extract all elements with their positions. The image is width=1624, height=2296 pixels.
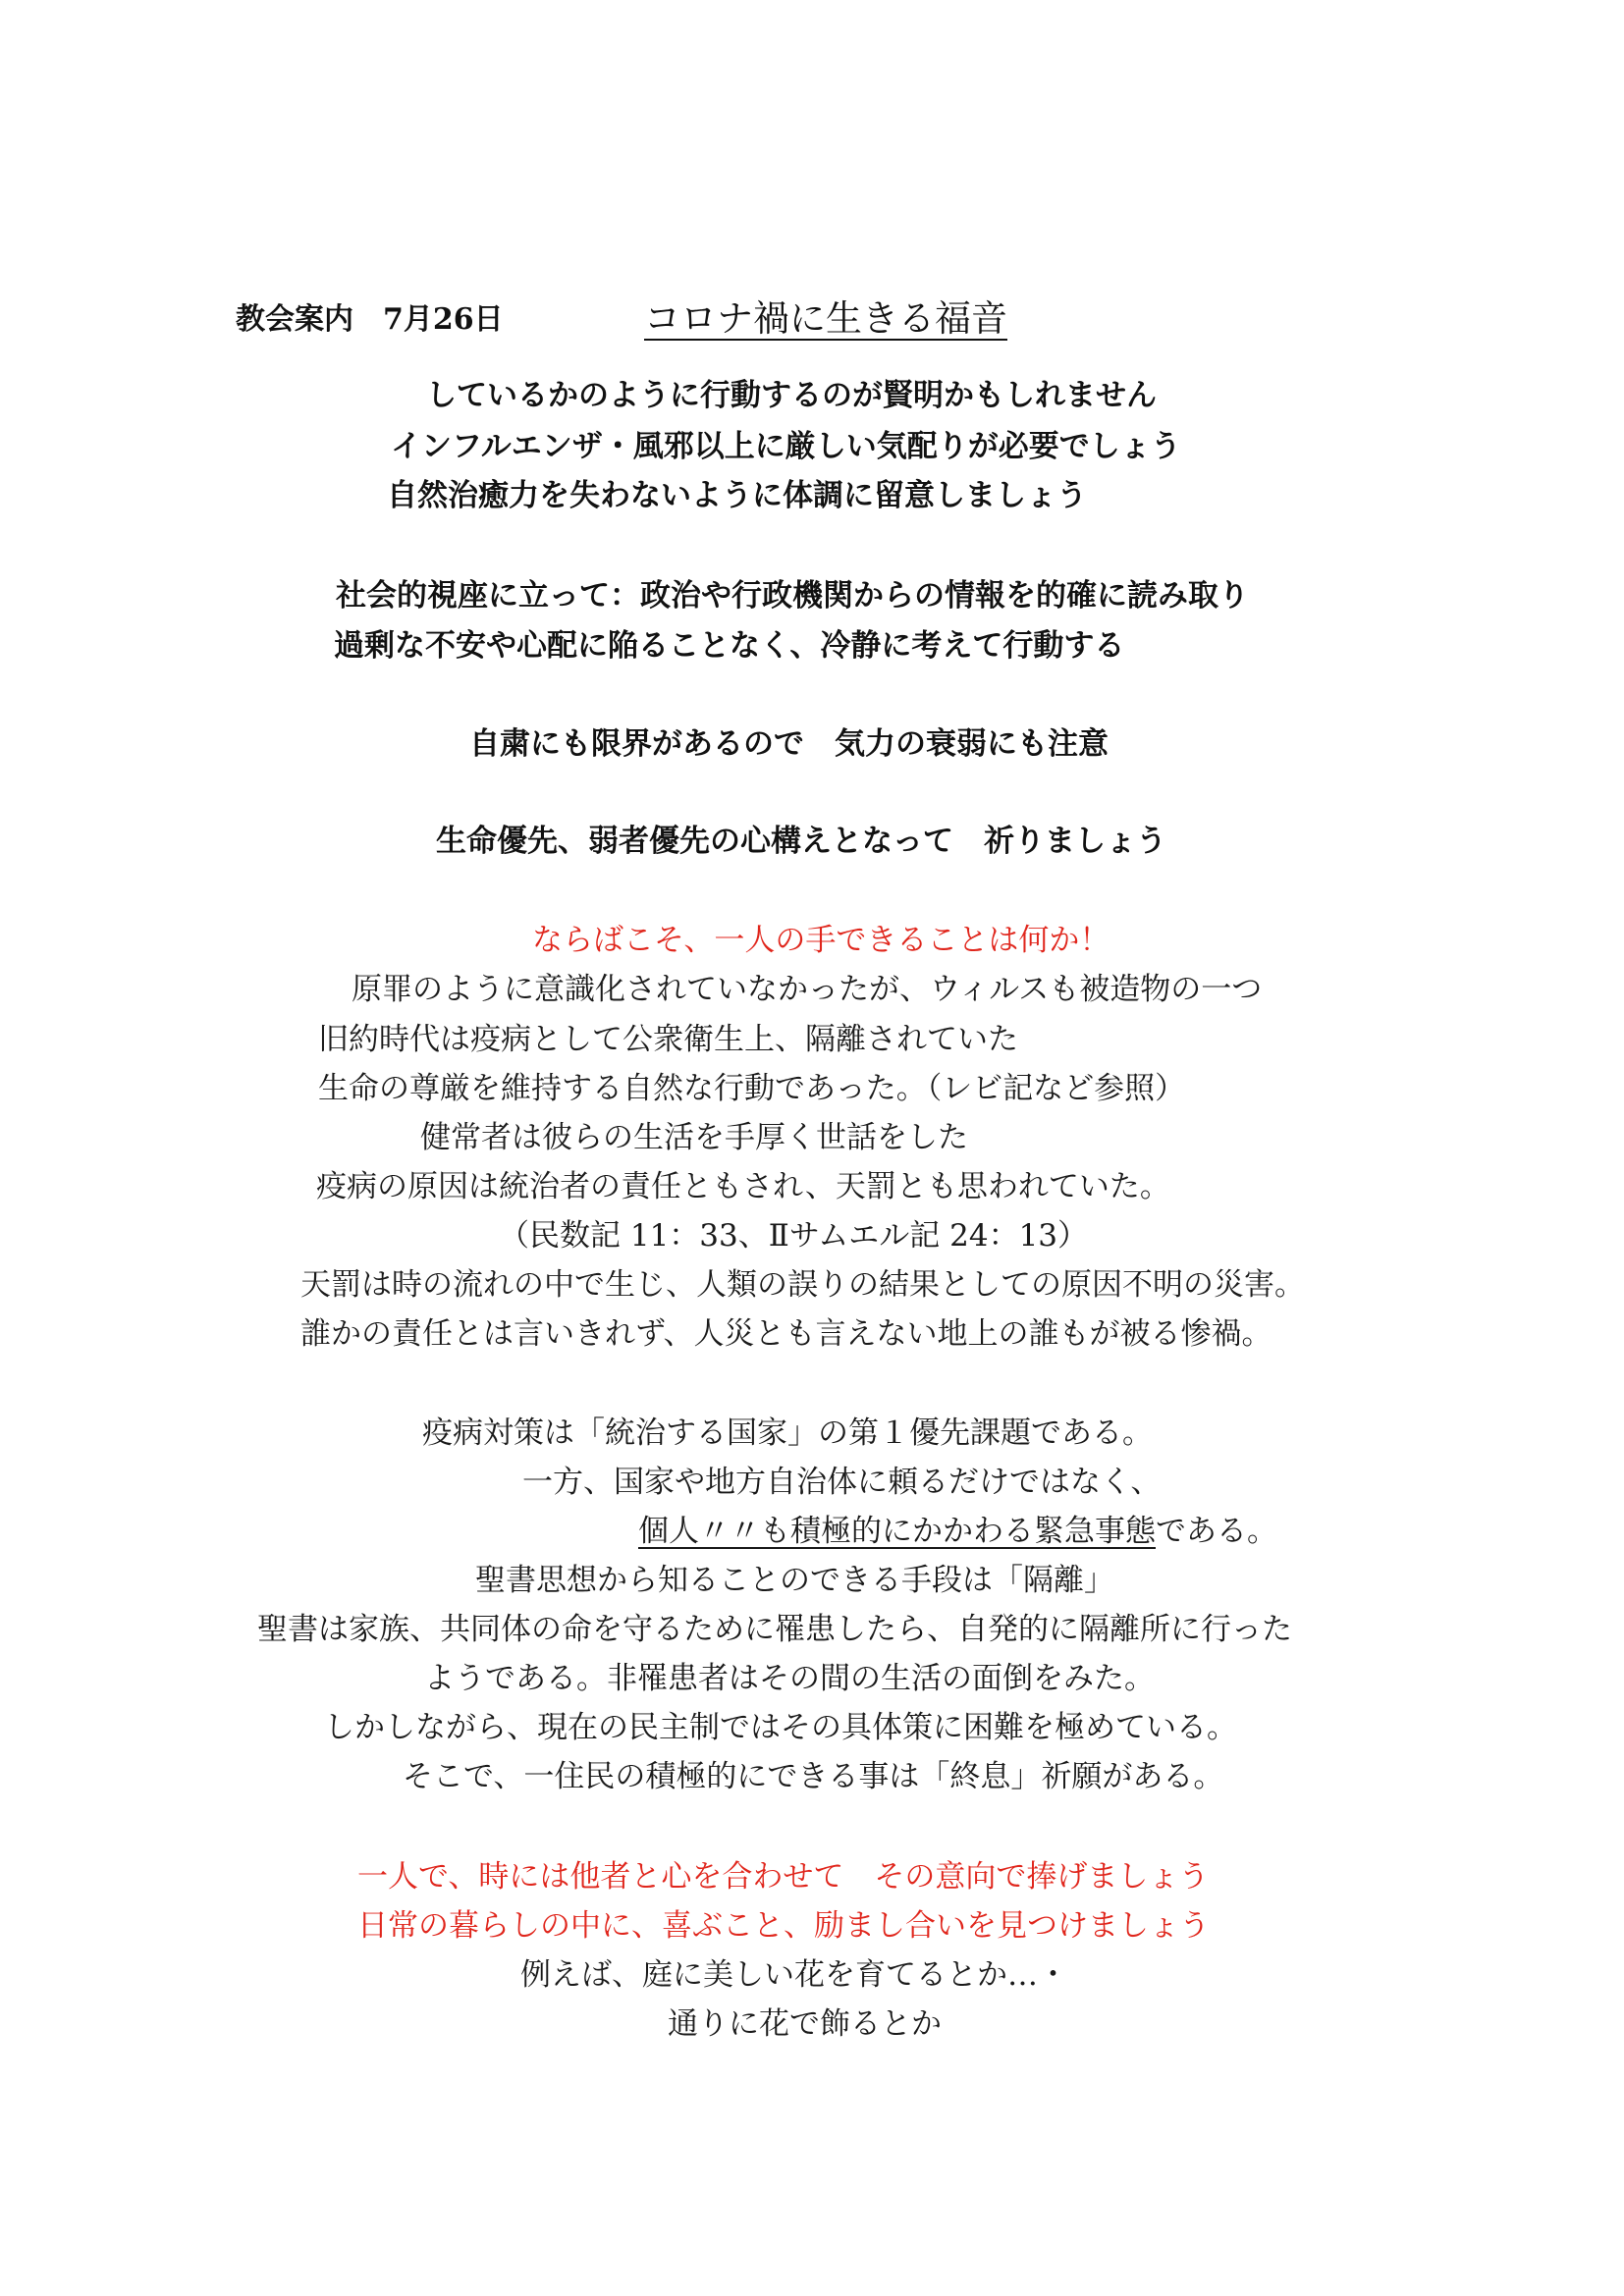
section5-line-6: （民数記 11：33、Ⅱサムエル記 24：13） <box>499 1218 1089 1254</box>
section5-line-2: 旧約時代は疫病として公衆衛生上、隔離されていた <box>318 1022 1018 1057</box>
section6-line-3 <box>638 1514 1277 1549</box>
section6-line-3-rest: である。 <box>1156 1514 1277 1549</box>
section6-line-8: そこで、一住民の積極的にできる事は「終息」祈願がある。 <box>403 1759 1224 1794</box>
section5-line-3: 生命の尊厳を維持する自然な行動であった。（レビ記など参照） <box>318 1071 1186 1106</box>
section7-red-line-1: 一人で、時には他者と心を合わせて その意向で捧げましょう <box>357 1859 1210 1895</box>
section1-line-2: インフルエンザ・風邪以上に厳しい気配りが必要でしょう <box>391 429 1181 464</box>
page-title: コロナ禍に生きる福音 <box>644 297 1007 340</box>
section5-line-8: 誰かの責任とは言いきれず、人災とも言えない地上の誰もが被る惨禍。 <box>300 1316 1272 1352</box>
section7-line-2: 通りに花で飾るとか <box>668 2006 942 2042</box>
section1-line-1: しているかのように行動するのが賢明かもしれません <box>426 378 1157 413</box>
section6-line-1: 疫病対策は「統治する国家」の第１優先課題である。 <box>422 1415 1153 1451</box>
section7-red-line-2: 日常の暮らしの中に、喜ぶこと、励まし合いを見つけましょう <box>357 1908 1210 1944</box>
section6-line-2: 一方、国家や地方自治体に頼るだけではなく、 <box>522 1465 1162 1500</box>
section4-line: 生命優先、弱者優先の心構えとなって 祈りましょう <box>436 824 1166 859</box>
section6-line-4: 聖書思想から知ることのできる手段は「隔離」 <box>475 1563 1114 1598</box>
section5-line-7: 天罰は時の流れの中で生じ、人類の誤りの結果としての原因不明の災害。 <box>300 1267 1305 1303</box>
section2-line-2: 過剰な不安や心配に陥ることなく、冷静に考えて行動する <box>334 628 1125 664</box>
header-label: 教会案内 7月26日 <box>236 302 504 337</box>
section6-line-7: しかしながら、現在の民主制ではその具体策に困難を極めている。 <box>324 1710 1237 1745</box>
section6-line-6: ようである。非罹患者はその間の生活の面倒をみた。 <box>424 1661 1155 1696</box>
section7-line-1: 例えば、庭に美しい花を育てるとか…・ <box>520 1957 1068 1993</box>
section2-line-1: 社会的視座に立って：政治や行政機関からの情報を的確に読み取り <box>336 578 1249 614</box>
section5-line-5: 疫病の原因は統治者の責任ともされ、天罰とも思われていた。 <box>316 1169 1170 1204</box>
section1-line-3: 自然治癒力を失わないように体調に留意しましょう <box>387 478 1087 513</box>
section5-line-4: 健常者は彼らの生活を手厚く世話をした <box>420 1120 968 1155</box>
section6-line-5: 聖書は家族、共同体の命を守るために罹患したら、自発的に隔離所に行った <box>257 1612 1292 1647</box>
section3-line: 自粛にも限界があるので 気力の衰弱にも注意 <box>469 726 1109 762</box>
section5-heading: ならばこそ、一人の手できることは何か！ <box>532 923 1110 958</box>
underlined-phrase: 個人〃〃も積極的にかかわる緊急事態 <box>638 1514 1156 1549</box>
section5-line-1: 原罪のように意識化されていなかったが、ウィルスも被造物の一つ <box>352 972 1263 1007</box>
